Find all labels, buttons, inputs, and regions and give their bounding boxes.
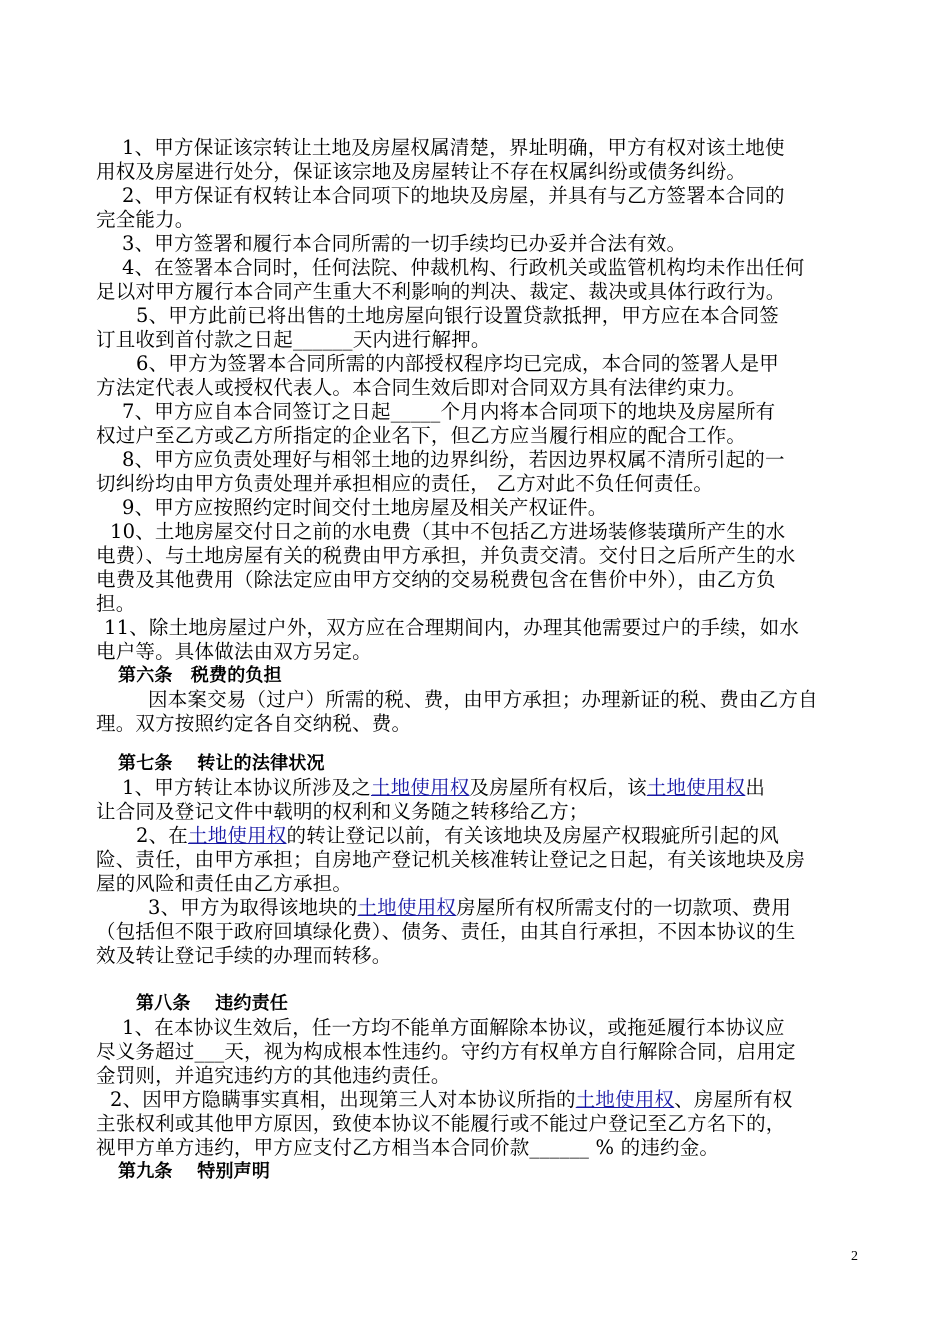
text-line: 方法定代表人或授权代表人。本合同生效后即对合同双方具有法律约束力。 [96,376,747,399]
text-line: 2、因甲方隐瞒事实真相，出现第三人对本协议所指的土地使用权、房屋所有权 [110,1088,793,1111]
text-line: 4、在签署本合同时，任何法院、仲裁机构、行政机关或监管机构均未作出任何 [122,256,805,279]
text-line: 1、甲方转让本协议所涉及之土地使用权及房屋所有权后，该土地使用权出 [122,776,766,799]
text-line: 2、甲方保证有权转让本合同项下的地块及房屋，并具有与乙方签署本合同的 [122,184,785,207]
land-use-right-link[interactable]: 土地使用权 [646,776,746,799]
land-use-right-link[interactable]: 土地使用权 [371,776,470,799]
text-line: 尽义务超过___天，视为构成根本性违约。守约方有权单方自行解除合同，启用定 [96,1040,796,1063]
section-heading: 第九条 特别声明 [118,1161,271,1182]
text-line: 金罚则，并追究违约方的其他违约责任。 [96,1064,451,1087]
text-line: 1、在本协议生效后，任一方均不能单方面解除本协议，或拖延履行本协议应 [122,1016,785,1039]
text-line: 理。双方按照约定各自交纳税、费。 [96,712,412,735]
text-line: 主张权利或其他甲方原因，致使本协议不能履行或不能过户登记至乙方名下的， [96,1112,786,1135]
land-use-right-link[interactable]: 土地使用权 [575,1088,675,1111]
text-line: 8、甲方应负责处理好与相邻土地的边界纠纷，若因边界权属不清所引起的一 [122,448,785,471]
text-line: 效及转让登记手续的办理而转移。 [96,944,392,967]
text-line: 9、甲方应按照约定时间交付土地房屋及相关产权证件。 [122,496,608,519]
section-heading: 第八条 违约责任 [136,993,289,1014]
text-line: 险、责任，由甲方承担；自房地产登记机关核准转让登记之日起，有关该地块及房 [96,848,806,871]
text-line: 2、在土地使用权的转让登记以前，有关该地块及房屋产权瑕疵所引起的风 [136,824,780,847]
section-heading: 第六条 税费的负担 [118,665,282,686]
text-line: 切纠纷均由甲方负责处理并承担相应的责任， 乙方对此不负任何责任。 [96,472,714,495]
text-line: 视甲方单方违约，甲方应支付乙方相当本合同价款______ % 的违约金。 [96,1136,720,1159]
text-line: 用权及房屋进行处分，保证该宗地及房屋转让不存在权属纠纷或债务纠纷。 [96,160,747,183]
land-use-right-link[interactable]: 土地使用权 [188,824,287,847]
text-line: 3、甲方为取得该地块的土地使用权房屋所有权所需支付的一切款项、费用 [148,896,792,919]
text-line: 因本案交易（过户）所需的税、费，由甲方承担；办理新证的税、费由乙方自 [148,688,818,711]
text-line: 让合同及登记文件中载明的权利和义务随之转移给乙方； [96,800,589,823]
text-line: 11、除土地房屋过户外，双方应在合理期间内，办理其他需要过户的手续，如水 [104,616,800,639]
text-line: 屋的风险和责任由乙方承担。 [96,872,353,895]
text-line: 电费）、与土地房屋有关的税费由甲方承担，并负责交清。交付日之后所产生的水 [96,544,796,567]
text-line: 电费及其他费用（除法定应由甲方交纳的交易税费包含在售价中外），由乙方负 [96,568,776,591]
page-number: 2 [851,1249,858,1264]
text-line: 权过户至乙方或乙方所指定的企业名下，但乙方应当履行相应的配合工作。 [96,424,747,447]
text-line: 完全能力。 [96,208,195,231]
section-heading: 第七条 转让的法律状况 [118,753,325,774]
text-line: （包括但不限于政府回填绿化费）、债务、责任，由其自行承担，不因本协议的生 [96,920,796,943]
text-line: 7、甲方应自本合同签订之日起_____个月内将本合同项下的地块及房屋所有 [122,400,776,423]
text-line: 10、土地房屋交付日之前的水电费（其中不包括乙方进场装修装璜所产生的水 [110,520,786,543]
land-use-right-link[interactable]: 土地使用权 [357,896,457,919]
text-line: 电户等。具体做法由双方另定。 [96,640,372,663]
text-line: 5、甲方此前已将出售的土地房屋向银行设置贷款抵押，甲方应在本合同签 [136,304,780,327]
text-line: 3、甲方签署和履行本合同所需的一切手续均已办妥并合法有效。 [122,232,687,255]
text-line: 担。 [96,592,136,615]
text-line: 1、甲方保证该宗转让土地及房屋权属清楚，界址明确，甲方有权对该土地使 [122,136,785,159]
text-line: 足以对甲方履行本合同产生重大不利影响的判决、裁定、裁决或具体行政行为。 [96,280,786,303]
text-line: 订且收到首付款之日起______天内进行解押。 [96,328,491,351]
text-line: 6、甲方为签署本合同所需的内部授权程序均已完成，本合同的签署人是甲 [136,352,780,375]
